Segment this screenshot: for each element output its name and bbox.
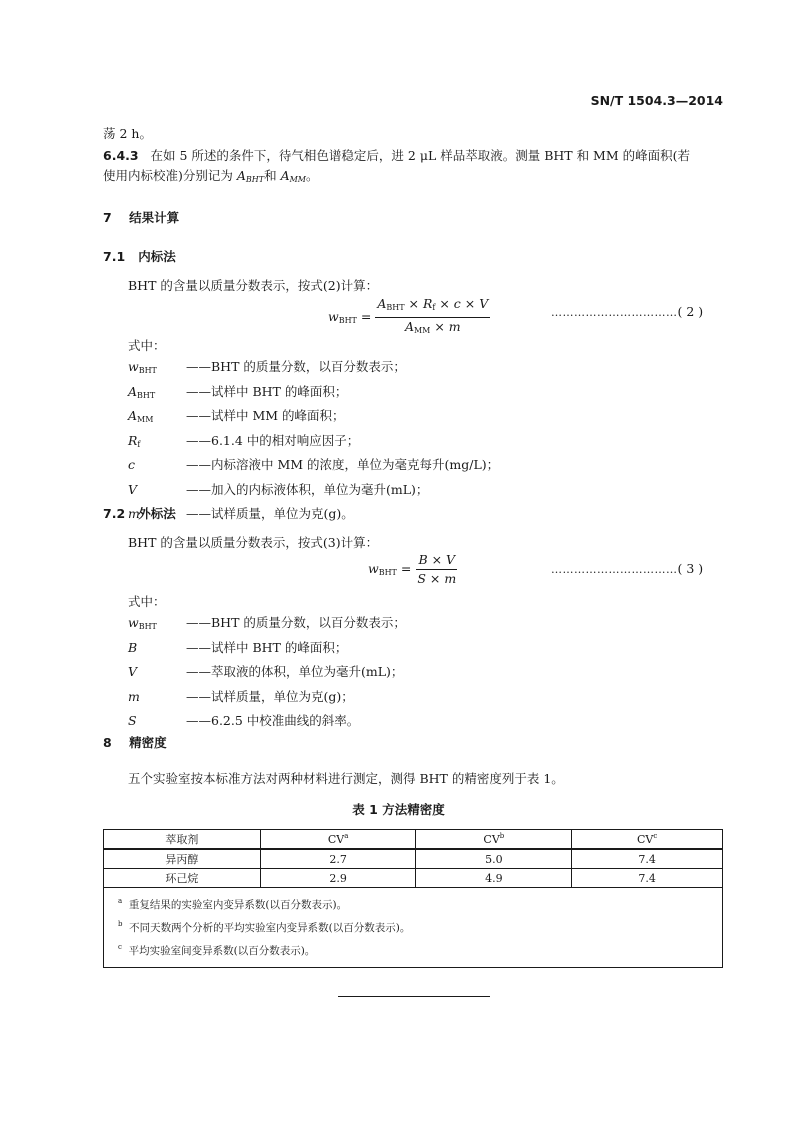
equation-3-number: ……………………………( 3 ): [551, 561, 704, 576]
definition-symbol: V: [128, 664, 138, 679]
definition-item: [128, 357, 499, 382]
note-b: $^b$ 不同天数两个分析的平均实验室内变异系数(以百分数表示)。: [118, 920, 411, 934]
section-7-2-heading: 7.2 外标法: [103, 506, 176, 521]
table-cell: 2.9: [260, 869, 416, 888]
table-cell: 异丙醇: [104, 849, 261, 869]
standard-code: SN/T 1504.3—2014: [590, 93, 723, 108]
clause-number: 6.4.3: [103, 148, 139, 163]
definition-symbol: c: [128, 457, 136, 472]
continuation-text: 荡 2 h。: [103, 126, 152, 141]
definition-symbol: m: [128, 688, 140, 704]
clause-6-4-3: [103, 148, 690, 164]
definition-item: [128, 687, 406, 712]
section-7-1-intro: BHT 的含量以质量分数表示，按式(2)计算：: [128, 278, 379, 293]
definition-text: ——试样质量，单位为克(g)。: [186, 506, 354, 521]
header-cv-a: $CV^a$: [260, 830, 416, 850]
definitions-list-2: [128, 613, 406, 736]
definition-item: [128, 504, 499, 529]
definition-item: [128, 455, 499, 480]
table-cell: 5.0: [416, 849, 572, 869]
note-c: $^c$ 平均实验室间变异系数(以百分数表示)。: [118, 943, 316, 957]
definition-symbol: $A_{MM}$: [128, 408, 154, 424]
definition-item: [128, 613, 406, 638]
definitions-list-1: [128, 357, 499, 529]
note-a: $^a$ 重复结果的实验室内变异系数(以百分数表示)。: [118, 897, 348, 911]
table-cell: 7.4: [572, 869, 723, 888]
equation-2-number: ……………………………( 2 ): [551, 304, 704, 319]
definition-item: [128, 711, 406, 736]
table-cell: 4.9: [416, 869, 572, 888]
definition-item: [128, 406, 499, 431]
header-cv-b: $CV^b$: [416, 830, 572, 850]
section-7-1-heading: 7.1 内标法: [103, 249, 176, 264]
table-cell: 2.7: [260, 849, 416, 869]
table-row: [104, 849, 723, 869]
definition-symbol: $w_{BHT}$: [128, 615, 157, 631]
definition-text: ——试样质量，单位为克(g)；: [186, 688, 354, 704]
symbol-a-mm: $A_{MM}$: [280, 168, 306, 184]
header-extractant: 萃取剂: [104, 830, 261, 850]
definition-text: ——萃取液的体积，单位为毫升(mL)；: [186, 664, 404, 679]
symbol-a-bht: $A_{BHT}$: [236, 168, 265, 184]
equation-2: $w_{BHT}$ = $\frac{A_{BHT} \times R_f \times c \times V}{A_{MM} \times m}$: [328, 296, 489, 335]
definition-symbol: $w_{BHT}$: [128, 359, 157, 375]
table-cell: 环己烷: [104, 869, 261, 888]
section-7-heading: 7 结果计算: [103, 210, 180, 225]
clause-6-4-3-line2: 使用内标校准)分别记为 $A_{BHT}$和 $A_{MM}$。: [103, 168, 319, 184]
definition-symbol: m: [128, 506, 140, 521]
section-8-heading: 8 精密度: [103, 735, 167, 750]
definition-symbol: $A_{BHT}$: [128, 383, 156, 400]
definition-item: [128, 382, 499, 407]
definition-symbol: V: [128, 481, 138, 497]
definition-symbol: S: [128, 713, 137, 728]
where-label-2: 式中：: [128, 594, 166, 609]
table-row: [104, 869, 723, 888]
definition-text: ——内标溶液中 MM 的浓度，单位为毫克每升(mg/L)；: [186, 457, 500, 472]
table-cell: 7.4: [572, 849, 723, 869]
definition-text: ——试样中 BHT 的峰面积；: [186, 383, 348, 399]
table-1-caption: 表 1 方法精密度: [352, 802, 445, 817]
clause-text-line1: 在如 5 所述的条件下，待气相色谱稳定后，进 2 μL 样品萃取液。测量 BHT 和 MM 的峰面积(若: [150, 148, 691, 163]
definition-item: [128, 480, 499, 505]
definition-text: ——试样中 MM 的峰面积；: [186, 408, 345, 423]
definition-text: ——BHT 的质量分数，以百分数表示；: [186, 359, 406, 374]
definition-text: ——6.1.4 中的相对响应因子；: [186, 432, 360, 448]
definition-text: ——6.2.5 中校准曲线的斜率。: [186, 713, 360, 728]
table-notes: [104, 888, 723, 968]
table-header-row: [104, 830, 723, 850]
definition-item: [128, 638, 406, 663]
table-notes-row: [104, 888, 723, 968]
definition-symbol: $R_f$: [128, 432, 141, 449]
equation-3: $w_{BHT}$ = $\frac{B \times V}{S \times m}$: [368, 552, 457, 586]
end-rule: [338, 996, 490, 997]
definition-item: [128, 431, 499, 456]
definition-text: ——试样中 BHT 的峰面积；: [186, 639, 348, 655]
definition-item: [128, 662, 406, 687]
section-7-2-intro: BHT 的含量以质量分数表示，按式(3)计算：: [128, 535, 379, 550]
definition-text: ——BHT 的质量分数，以百分数表示；: [186, 615, 406, 630]
where-label-1: 式中：: [128, 338, 166, 353]
precision-table: [103, 829, 723, 968]
definition-text: ——加入的内标液体积，单位为毫升(mL)；: [186, 481, 429, 497]
header-cv-c: $CV^c$: [572, 830, 723, 850]
definition-symbol: B: [128, 639, 138, 655]
section-8-text: 五个实验室按本标准方法对两种材料进行测定，测得 BHT 的精密度列于表 1。: [128, 771, 564, 786]
